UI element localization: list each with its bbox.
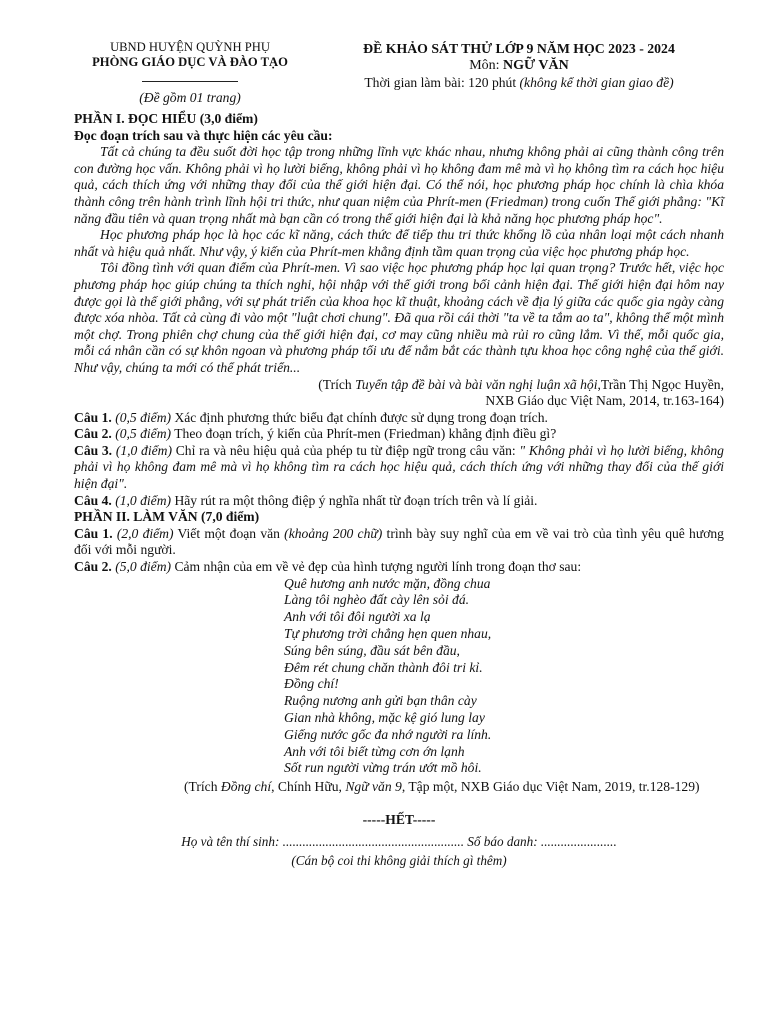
passage-paragraph: Tôi đồng tình với quan điểm của Phrít-men. Vì sao việc học phương pháp học lại quan trọng? Trước hết, việc học phương pháp học giúp chúng ta thích nghi, hội nhập với thế giới trong bối cảnh hiện đại. Thế giới hiện đại hôm nay được gọi là thế giới phẳng, với sự phát triển của khoa học kĩ thuật, khoảng cách về địa lý giữa các quốc gia ngày càng được xóa nhòa. Tất cả cùng đi vào một "luật chơi chung". Đã qua rồi cái thời "ta về ta tắm ao ta", không thể một mình một chợ. Trong phiên chợ chung của thế giới hiện đại, cơ may cũng nhiều mà rủi ro cũng lắm. Vì thế, mỗi quốc gia, mỗi cá nhân cần có sự khôn ngoan và phương pháp tối ưu để nắm bắt các thành tựu khoa học công nghệ của thế giới. Như vậy, chúng ta mới có thể phát triển...	[74, 260, 724, 375]
poem-line: Ruộng nương anh gửi bạn thân cày	[284, 693, 477, 709]
poem-line: Súng bên súng, đầu sát bên đầu,	[284, 642, 460, 658]
question-4	[74, 493, 724, 510]
header-left	[74, 40, 306, 105]
question-text: Theo đoạn trích, ý kiến của Phrít-men (Friedman) khẳng định điều gì?	[171, 426, 557, 442]
question-points: (5,0 điểm)	[115, 559, 172, 575]
poem-src-title: Đồng chí	[220, 779, 272, 795]
question-points: (2,0 điểm)	[116, 525, 174, 541]
question-number: Câu 2.	[74, 559, 112, 575]
question-text: Cảm nhận của em về vẻ đẹp của hình tượng người lính trong đoạn thơ sau:	[171, 559, 582, 575]
poem-line: Đêm rét chung chăn thành đôi tri kỉ.	[284, 659, 483, 675]
poem-line: Sốt run người vừng trán ướt mồ hôi.	[284, 760, 482, 776]
reading-passage	[74, 144, 724, 376]
part1-title: PHẦN I. ĐỌC HIỂU (3,0 điểm)	[74, 111, 258, 126]
source-book: Tuyển tập đề bài và bài văn nghị luận xã hội	[355, 376, 598, 392]
question-1	[74, 410, 724, 427]
subject-prefix: Môn:	[469, 58, 504, 73]
question-points: (1,0 điểm)	[115, 492, 172, 508]
candidate-info-line: Họ và tên thí sinh: ....................................................... Số báo danh: .......................	[181, 834, 617, 850]
time-prefix: Thời gian làm bài: 120 phút	[364, 75, 520, 90]
question-2	[74, 426, 724, 443]
passage-source	[74, 377, 724, 410]
poem-line: Làng tôi nghèo đất cày lên sỏi đá.	[284, 592, 470, 608]
question-text: trình bày suy nghĩ của em về vai trò của tình yêu quê hương đối với mỗi người.	[74, 525, 724, 558]
exam-subject	[314, 57, 724, 74]
passage-paragraph: Học phương pháp học là học các kĩ năng, cách thức để tiếp thu tri thức khổng lồ của nhân loại một cách nhanh nhất và hiệu quả nhất. Như vậy, ý kiến của Phrít-men khẳng định tầm quan trọng của việc học phương pháp học.	[74, 227, 724, 259]
time-note: (không kể thời gian giao đề)	[519, 75, 674, 90]
header-divider	[74, 70, 306, 85]
passage-paragraph: Tất cả chúng ta đều suốt đời học tập trong những lĩnh vực khác nhau, nhưng không phải ai cũng thành công trên con đường học vấn. Không phải vì họ lười biếng, không phải vì họ không đam mê mà vì họ không tìm ra cách học hiệu quả, cách thích ứng với những thay đổi của thế giới hiện đại. Có thể nói, học phương pháp học chính là chìa khóa thành công trên hành trình lĩnh hội tri thức, như quan niệm của Phrít-men (Friedman) trong cuốn Thế giới phẳng: "Kĩ năng đầu tiên và quan trọng nhất mà bạn cần có trong thế giới hiện đại là khả năng học phương pháp học".	[74, 144, 724, 226]
end-marker: -----HẾT-----	[362, 811, 436, 827]
question-points: (0,5 điểm)	[115, 409, 172, 425]
subject-name: NGỮ VĂN	[503, 58, 569, 73]
question-number: Câu 2.	[74, 426, 112, 442]
source-prefix: (Trích	[318, 376, 356, 392]
question-3	[74, 443, 724, 493]
org-name: UBND HUYỆN QUỲNH PHỤ	[110, 40, 270, 54]
poem-line: Gian nhà không, mặc kệ gió lung lay	[284, 710, 485, 725]
poem-line: Quê hương anh nước mặn, đồng chua	[284, 575, 491, 591]
poem-src-author: , Chính Hữu,	[271, 779, 346, 795]
dept-name: PHÒNG GIÁO DỤC VÀ ĐÀO TẠO	[92, 55, 288, 69]
poem-src-book: Ngữ văn 9	[345, 779, 402, 795]
poem-line: Đồng chí!	[284, 676, 339, 692]
question-number: Câu 1.	[74, 525, 113, 541]
question-text: Chỉ ra và nêu hiệu quả của phép tu từ điệp ngữ trong câu văn:	[172, 442, 520, 458]
question-text: Xác định phương thức biểu đạt chính được sử dụng trong đoạn trích.	[171, 409, 548, 425]
question-note: (khoảng 200 chữ)	[284, 525, 383, 541]
question-number: Câu 3.	[74, 442, 113, 458]
question-quote: " Không phải vì họ lười biếng, không phải vì họ không đam mê mà vì họ không tìm ra cách học hiệu quả, cách thích ứng với những thay đổi của thế giới hiện đại".	[74, 442, 724, 492]
exam-title: ĐỀ KHẢO SÁT THỬ LỚP 9 NĂM HỌC 2023 - 2024	[363, 41, 675, 56]
proctor-note: (Cán bộ coi thi không giải thích gì thêm)	[291, 852, 507, 868]
poem-line: Anh với tôi biết từng cơn ớn lạnh	[284, 743, 465, 759]
part1-instruction: Đọc đoạn trích sau và thực hiện các yêu cầu:	[74, 127, 333, 143]
source-publisher: NXB Giáo dục Việt Nam, 2014, tr.163-164)	[485, 393, 724, 409]
essay-question-2	[74, 559, 724, 576]
page-count: (Đề gồm 01 trang)	[139, 90, 241, 105]
exam-time	[314, 74, 724, 91]
question-number: Câu 4.	[74, 492, 112, 508]
question-points: (0,5 điểm)	[115, 426, 172, 442]
question-text: Viết một đoạn văn	[173, 525, 285, 541]
poem-src-publisher: , Tập một, NXB Giáo dục Việt Nam, 2019, tr.128-129)	[401, 779, 700, 795]
poem-line: Anh với tôi đôi người xa lạ	[284, 609, 431, 625]
question-text: Hãy rút ra một thông điệp ý nghĩa nhất từ đoạn trích trên và lí giải.	[171, 492, 538, 508]
question-number: Câu 1.	[74, 409, 112, 425]
poem-line: Tự phương trời chẳng hẹn quen nhau,	[284, 626, 492, 642]
header	[74, 40, 724, 105]
poem-source	[184, 779, 724, 796]
poem	[284, 576, 724, 778]
question-points: (1,0 điểm)	[115, 442, 172, 458]
part2-title: PHẦN II. LÀM VĂN (7,0 điểm)	[74, 509, 260, 525]
poem-src-prefix: (Trích	[184, 779, 221, 795]
source-author: ,Trần Thị Ngọc Huyền,	[597, 376, 724, 392]
essay-question-1	[74, 526, 724, 559]
poem-line: Giếng nước gốc đa nhớ người ra lính.	[284, 726, 492, 742]
header-right	[306, 40, 724, 105]
